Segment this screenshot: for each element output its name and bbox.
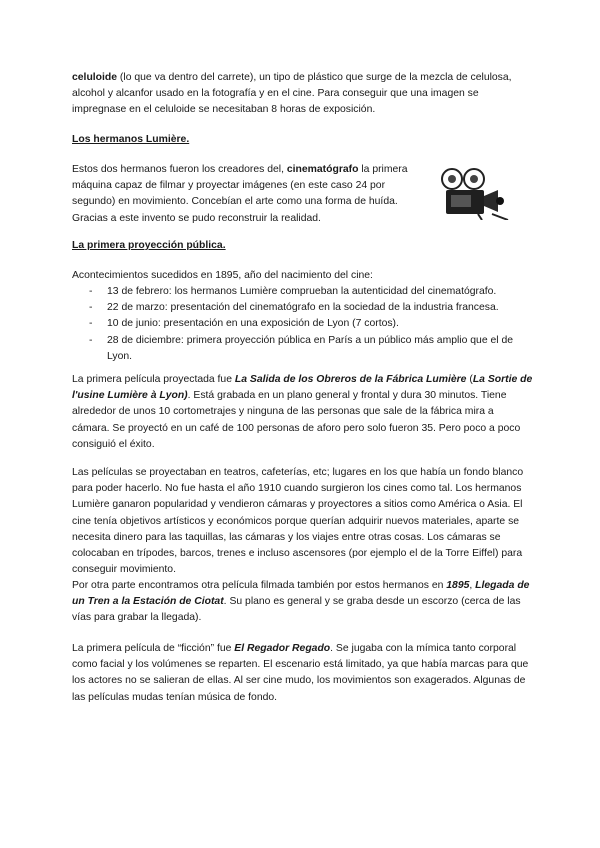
heading-lumiere: Los hermanos Lumière. [72, 134, 190, 145]
film-title: La Salida de los Obreros de la Fábrica Lumière [234, 374, 467, 385]
film-year: 1895 [446, 580, 470, 591]
cinematografo-term: cinematógrafo [286, 164, 359, 175]
events-intro: Acontecimientos sucedidos en 1895, año del nacimiento del cine: [72, 270, 373, 281]
regador-paragraph: La primera película de “ficción” fue El Regador Regado. Se jugaba con la mímica tanto corporal como facial y los volúmenes se reparten. El escenario está limitado, ya que había marcas para que los actores no se salieran de ellas. Al ser cine mudo, los movimientos son exagerados. Algunas de las películas mudas tenían música de fondo. [72, 643, 529, 703]
film-camera-icon [436, 166, 516, 220]
film-title: El Regador Regado [234, 643, 331, 654]
list-item: - 13 de febrero: los hermanos Lumière comprueban la autenticidad del cinematógrafo. [72, 284, 534, 300]
lumiere-paragraph: Estos dos hermanos fueron los creadores del, cinematógrafo la primera máquina capaz de filmar y proyectar imágenes (en este caso 24 por segundo) en movimiento. Concebían el arte como una forma de huída. Gracias a este invento se pudo reconstruir la realidad. [72, 164, 408, 224]
heading-proyeccion: La primera proyección pública. [72, 240, 226, 251]
celuloide-term: celuloide [72, 72, 118, 83]
list-item: - 28 de diciembre: primera proyección pública en París a un público más amplio que el de Lyon. [72, 333, 534, 365]
teatros-paragraph: Las películas se proyectaban en teatros, cafeterías, etc; lugares en los que había un fondo blanco para poder hacerlo. No fue hasta el año 1910 cuando surgieron los cines como tal. Los hermanos Lumière ganaron popularidad y vendieron cámaras y proyectores a sitios como América o Asia. El cine tenía objetivos artísticos y económicos porque querían adquirir nuevos materiales, aparte se necesita dinero para las taquillas, las cámaras y los viajes entre otras cosas. Los cámaras se colocaban en trípodes, barcos, trenes e incluso ascensores (por ejemplo el de la Torre Eiffel) para conseguir movimiento. [72, 467, 524, 576]
film-title-fr: La Sortie de l'usine Lumière à Lyon) [72, 374, 533, 402]
list-item: - 22 de marzo: presentación del cinematógrafo en la sociedad de la industria francesa. [72, 300, 534, 316]
list-item: - 10 de junio: presentación en una exposición de Lyon (7 cortos). [72, 316, 534, 332]
film-title: Llegada de un Tren a la Estación de Ciotat [72, 580, 530, 608]
intro-paragraph: celuloide (lo que va dentro del carrete), un tipo de plástico que surge de la mezcla de celulosa, alcohol y alcanfor usado en la fotografía y en el cine. Para conseguir que una imagen se impregnase en el celuloide se necesitaban 8 horas de exposición. [72, 72, 512, 116]
pelicula-paragraph: La primera película proyectada fue La Salida de los Obreros de la Fábrica Lumière (La Sortie de l'usine Lumière à Lyon). Está grabada en un plano general y frontal y dura 30 minutos. Tiene alrededor de unos 10 cortometrajes y ninguna de las personas que sale de la fábrica mira a cámara. Se proyectó en un café de 100 personas de aforo pero solo fueron 35. Pero poco a poco consiguió el éxito. [72, 374, 533, 450]
tren-paragraph: Por otra parte encontramos otra película filmada también por estos hermanos en 1895, Llegada de un Tren a la Estación de Ciotat. Su plano es general y se graba desde un escorzo (cerca de las vías para grabar la llegada). [72, 580, 530, 624]
events-list [72, 284, 534, 365]
